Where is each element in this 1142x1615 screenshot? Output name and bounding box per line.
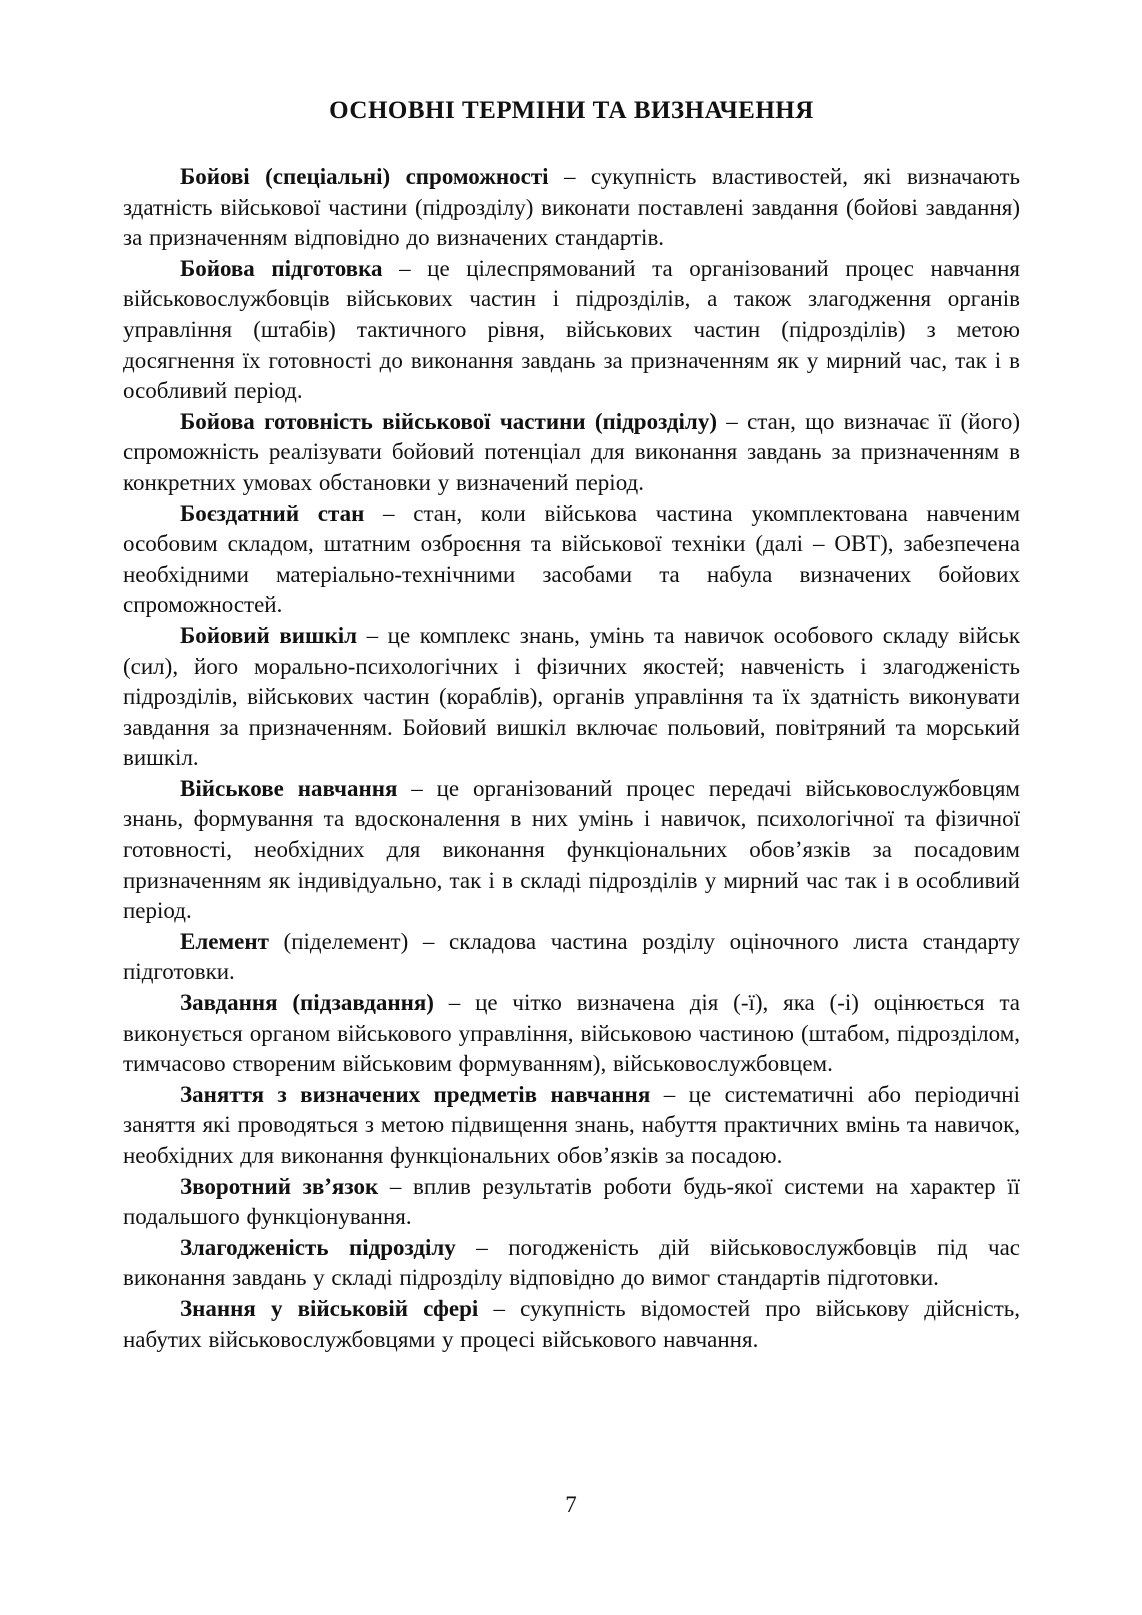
page-number: 7 xyxy=(565,1492,577,1517)
page-title: ОСНОВНІ ТЕРМІНИ ТА ВИЗНАЧЕННЯ xyxy=(329,97,814,124)
term-label: Елемент xyxy=(180,928,269,954)
term-definition: (піделемент) – складова частина розділу оціночного листа стандарту підготовки. xyxy=(123,928,1020,985)
term-definition: – погодженість дій військовослужбовців під час виконання завдань у складі підрозділу відповідно до вимог стандартів підготовки. xyxy=(123,1234,1020,1291)
term-definition: – стан, коли військова частина укомплектована навченим особовим складом, штатним озброєння та військової техніки (далі – ОВТ), забезпечена необхідними матеріально-технічними засобами та набула визначених бойових спроможностей. xyxy=(123,500,1020,618)
term-label: Завдання (підзавдання) xyxy=(180,990,434,1016)
term-definition-paragraph xyxy=(123,621,1020,774)
term-definition-paragraph xyxy=(123,254,1020,407)
term-definition: – це цілеспрямований та організований процес навчання військовослужбовців військових частин і підрозділів, а також злагодження органів управління (штабів) тактичного рівня, військових частин (підрозділів) з метою досягнення їх готовності до виконання завдань за призначенням як у мирний час, так і в особливий період. xyxy=(123,255,1020,404)
term-definition: – сукупність властивостей, які визначають здатність військової частини (підрозділу) виконати поставлені завдання (бойові завдання) за призначенням відповідно до визначених стандартів. xyxy=(123,164,1020,251)
term-definition: – це систематичні або періодичні заняття які проводяться з метою підвищення знань, набуття практичних вмінь та навичок, необхідних для виконання функціональних обов’язків за посадою. xyxy=(123,1081,1020,1168)
term-label: Військове навчання xyxy=(180,775,398,801)
term-label: Знання у військовій сфері xyxy=(180,1295,479,1321)
term-definition-paragraph xyxy=(123,927,1020,988)
term-label: Боєздатний стан xyxy=(180,500,365,526)
term-definition-paragraph xyxy=(123,1294,1020,1355)
term-label: Бойовий вишкіл xyxy=(180,622,358,648)
term-label: Злагодженість підрозділу xyxy=(180,1234,456,1260)
term-definition-paragraph xyxy=(123,988,1020,1080)
term-label: Бойові (спеціальні) спроможності xyxy=(180,164,549,189)
term-label: Бойова підготовка xyxy=(180,255,383,281)
term-definition-paragraph xyxy=(123,1172,1020,1233)
term-label: Заняття з визначених предметів навчання xyxy=(180,1081,651,1107)
term-definition: – це комплекс знань, умінь та навичок особового складу військ (сил), його морально-психологічних і фізичних якостей; навченість і злагодженість підрозділів, військових частин (кораблів), органів управління та їх здатність виконувати завдання за призначенням. Бойовий вишкіл включає польовий, повітряний та морський вишкіл. xyxy=(123,622,1020,771)
term-definition: – сукупність відомостей про військову дійсність, набутих військовослужбовцями у процесі військового навчання. xyxy=(123,1295,1021,1352)
term-label: Бойова готовність військової частини (підрозділу) xyxy=(180,408,717,434)
term-definition: – стан, що визначає її (його) спроможність реалізувати бойовий потенціал для виконання завдань за призначенням в конкретних умовах обстановки у визначений період. xyxy=(123,408,1020,495)
term-definition: – це організований процес передачі військовослужбовцям знань, формування та вдосконалення в них умінь і навичок, психологічної та фізичної готовності, необхідних для виконання функціональних обов’язків за посадовим призначенням як індивідуально, так і в складі підрозділів у мирний час так і в особливий період. xyxy=(123,775,1020,924)
term-definition-paragraph xyxy=(123,1080,1020,1172)
term-definition-paragraph xyxy=(123,162,1020,254)
term-label: Зворотний зв’язок xyxy=(180,1173,379,1199)
term-definition-paragraph xyxy=(123,499,1020,621)
term-definition: – вплив результатів роботи будь-якої системи на характер її подальшого функціонування. xyxy=(123,1173,1020,1230)
term-definition-paragraph xyxy=(123,1233,1020,1294)
term-definition-paragraph xyxy=(123,407,1020,499)
term-definition-paragraph xyxy=(123,774,1020,927)
term-definition: – це чітко визначена дія (-ї), яка (-і) оцінюється та виконується органом військового управління, військовою частиною (штабом, підрозділом, тимчасово створеним військовим формуванням), військовослужбовцем. xyxy=(123,990,1020,1077)
